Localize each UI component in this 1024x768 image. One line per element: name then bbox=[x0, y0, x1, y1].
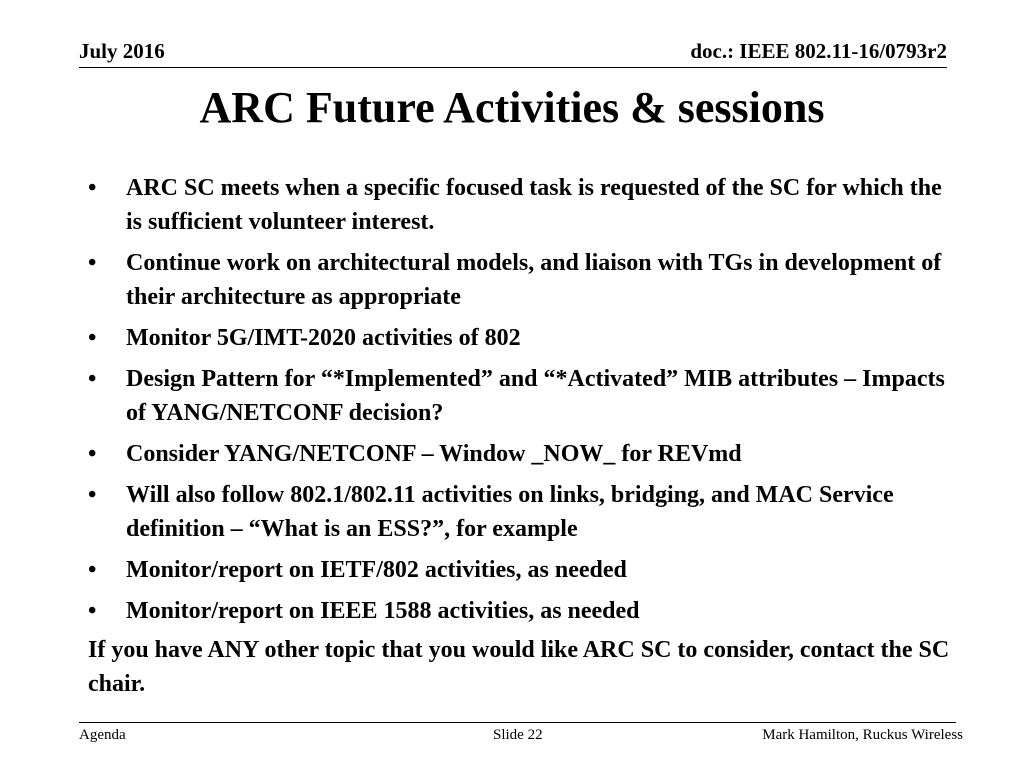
bullet-item bbox=[88, 321, 948, 355]
bullet-text: Monitor 5G/IMT-2020 activities of 802 bbox=[126, 325, 521, 351]
bullet-marker: • bbox=[88, 250, 97, 276]
bullet-item bbox=[88, 246, 948, 314]
header-date: July 2016 bbox=[79, 39, 165, 63]
bullet-marker: • bbox=[88, 325, 97, 351]
bullet-item bbox=[88, 362, 948, 430]
bullet-marker: • bbox=[88, 366, 97, 392]
footer-divider bbox=[79, 722, 956, 723]
bullet-text: Design Pattern for “*Implemented” and “*Activated” MIB attributes – Impacts of YANG/NETCONF decision? bbox=[126, 366, 945, 426]
slide-number: Slide 22 bbox=[493, 727, 543, 743]
slide-title: ARC Future Activities & sessions bbox=[199, 83, 825, 132]
bullet-marker: • bbox=[88, 175, 97, 201]
bullet-marker: • bbox=[88, 557, 97, 583]
bullet-text: Continue work on architectural models, and liaison with TGs in development of their architecture as appropriate bbox=[126, 250, 942, 310]
bullet-item bbox=[88, 478, 948, 546]
footer-author: Mark Hamilton, Ruckus Wireless bbox=[762, 727, 963, 743]
bullet-marker: • bbox=[88, 482, 97, 508]
bullet-text: Will also follow 802.1/802.11 activities on links, bridging, and MAC Service definition – “What is an ESS?”, for example bbox=[126, 482, 894, 542]
bullet-text: Consider YANG/NETCONF – Window _NOW_ for REVmd bbox=[126, 441, 742, 467]
bullet-item bbox=[88, 171, 948, 239]
bullet-text: ARC SC meets when a specific focused task is requested of the SC for which the is sufficient volunteer interest. bbox=[126, 175, 942, 235]
footer-section-label: Agenda bbox=[79, 727, 126, 743]
bullet-item bbox=[88, 594, 948, 628]
bullet-marker: • bbox=[88, 598, 97, 624]
bullet-text: Monitor/report on IETF/802 activities, as needed bbox=[126, 557, 627, 583]
document-id: doc.: IEEE 802.11-16/0793r2 bbox=[690, 39, 947, 63]
bullet-item bbox=[88, 437, 948, 471]
bullet-text: Monitor/report on IEEE 1588 activities, as needed bbox=[126, 598, 640, 624]
bullet-marker: • bbox=[88, 441, 97, 467]
header-divider bbox=[79, 67, 947, 68]
bullet-item bbox=[88, 553, 948, 587]
closing-note: If you have ANY other topic that you would like ARC SC to consider, contact the SC chair. bbox=[88, 637, 950, 697]
bullet-list bbox=[88, 171, 948, 635]
